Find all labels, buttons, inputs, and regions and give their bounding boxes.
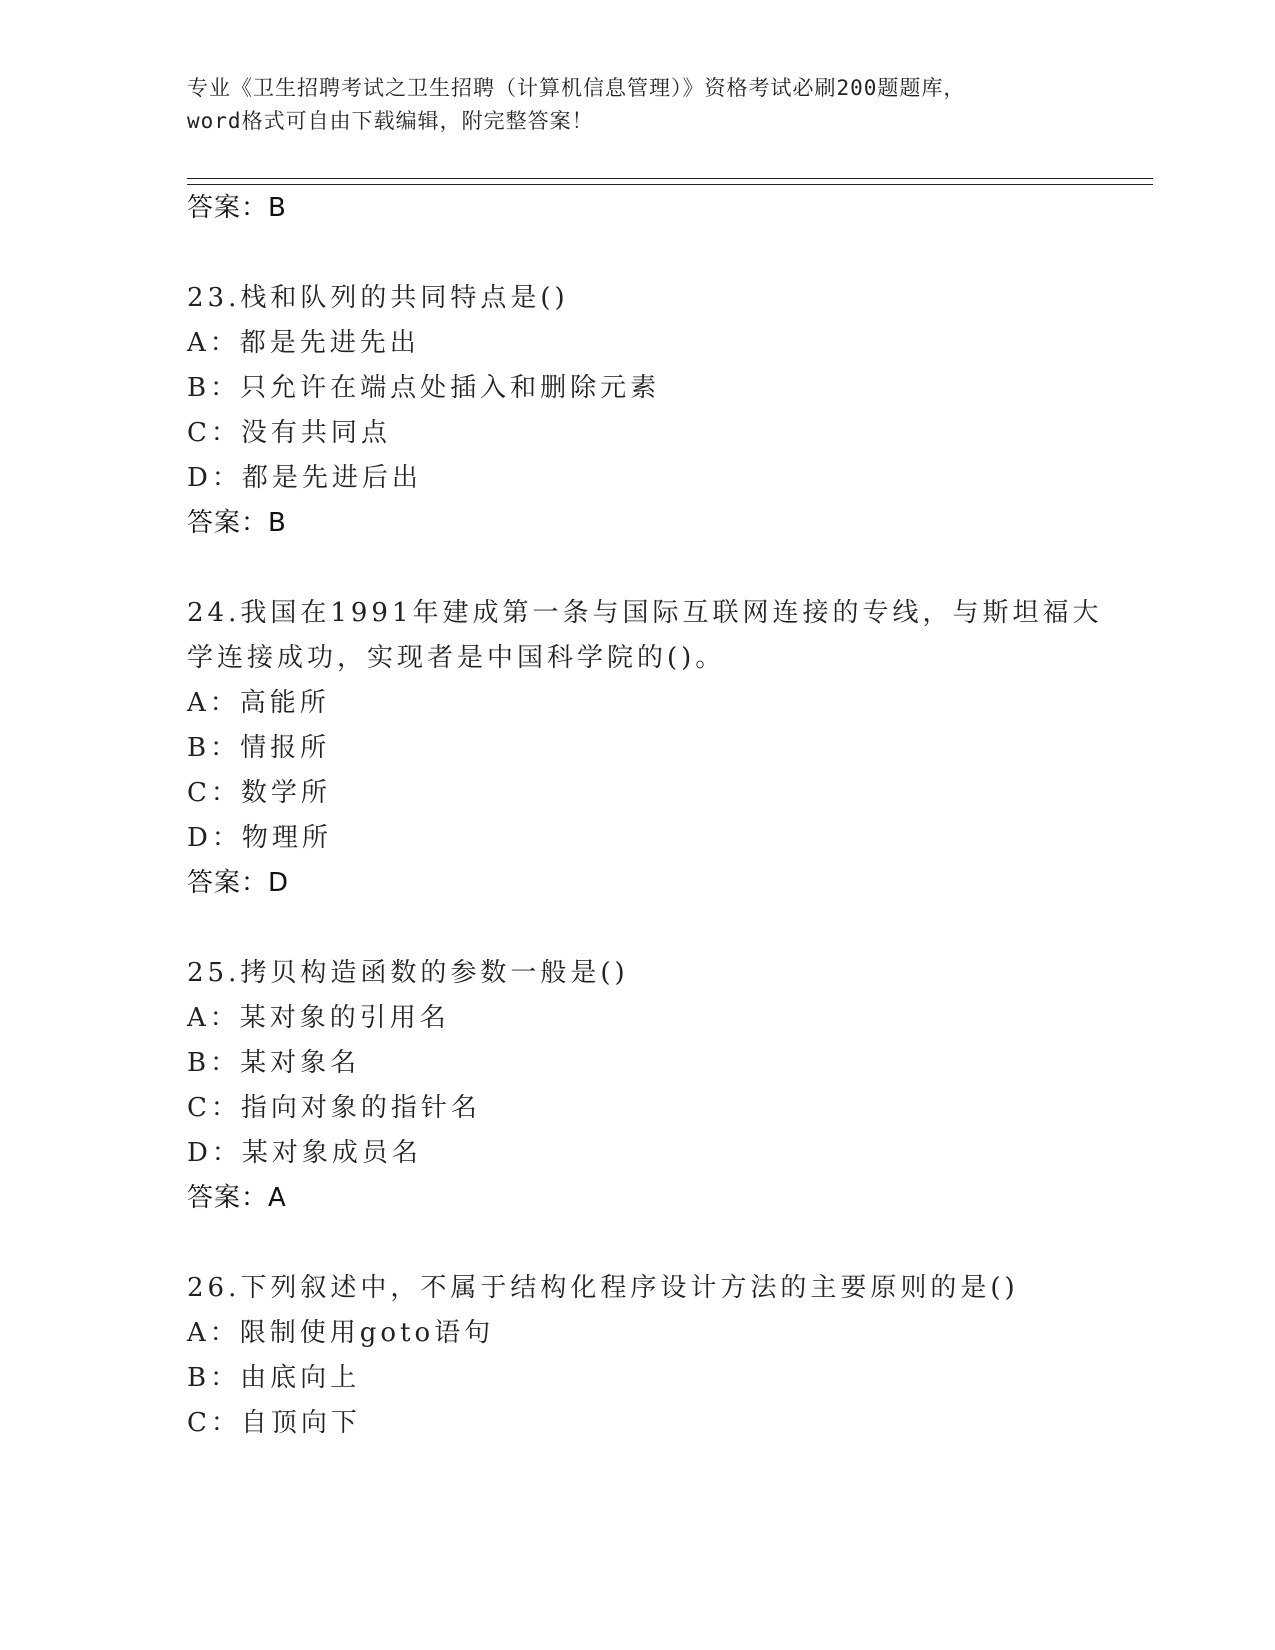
- question-26-option-a: A：限制使用goto语句: [187, 1318, 495, 1348]
- question-25-option-a: A：某对象的引用名: [187, 1003, 450, 1033]
- question-25-option-b: B：某对象名: [187, 1048, 361, 1078]
- question-24-text-line-2: 学连接成功，实现者是中国科学院的()。: [187, 643, 726, 673]
- question-25-answer: 答案：A: [187, 1183, 287, 1213]
- question-24-answer: 答案：D: [187, 868, 290, 898]
- question-24-option-a: A：高能所: [187, 688, 330, 718]
- question-25-text: 25.拷贝构造函数的参数一般是(): [187, 958, 629, 988]
- question-24-option-b: B：情报所: [187, 733, 331, 763]
- question-23-option-d: D：都是先进后出: [187, 463, 422, 493]
- question-24-option-d: D：物理所: [187, 823, 332, 853]
- header-line-1: 专业《卫生招聘考试之卫生招聘（计算机信息管理）》资格考试必刷200题题库，: [187, 76, 966, 100]
- question-23-option-b: B：只允许在端点处插入和删除元素: [187, 373, 661, 403]
- question-26-text: 26.下列叙述中，不属于结构化程序设计方法的主要原则的是(): [187, 1273, 1019, 1303]
- question-25-option-d: D：某对象成员名: [187, 1138, 422, 1168]
- header-line-2: word格式可自由下载编辑，附完整答案！: [187, 109, 594, 133]
- question-24-text-line-1: 24.我国在1991年建成第一条与国际互联网连接的专线，与斯坦福大: [187, 598, 1103, 628]
- question-23-option-a: A：都是先进先出: [187, 328, 420, 358]
- answer-previous: 答案：B: [187, 193, 287, 223]
- header-divider: [187, 178, 1153, 179]
- question-23-option-c: C：没有共同点: [187, 418, 391, 448]
- question-23-text: 23.栈和队列的共同特点是(): [187, 283, 569, 313]
- question-23-answer: 答案：B: [187, 508, 287, 538]
- question-26-option-b: B：由底向上: [187, 1363, 361, 1393]
- question-24-option-c: C：数学所: [187, 778, 331, 808]
- header-divider-secondary: [187, 184, 1153, 185]
- document-header: [187, 72, 1087, 138]
- question-25-option-c: C：指向对象的指针名: [187, 1093, 481, 1123]
- question-26-option-c: C：自顶向下: [187, 1408, 361, 1438]
